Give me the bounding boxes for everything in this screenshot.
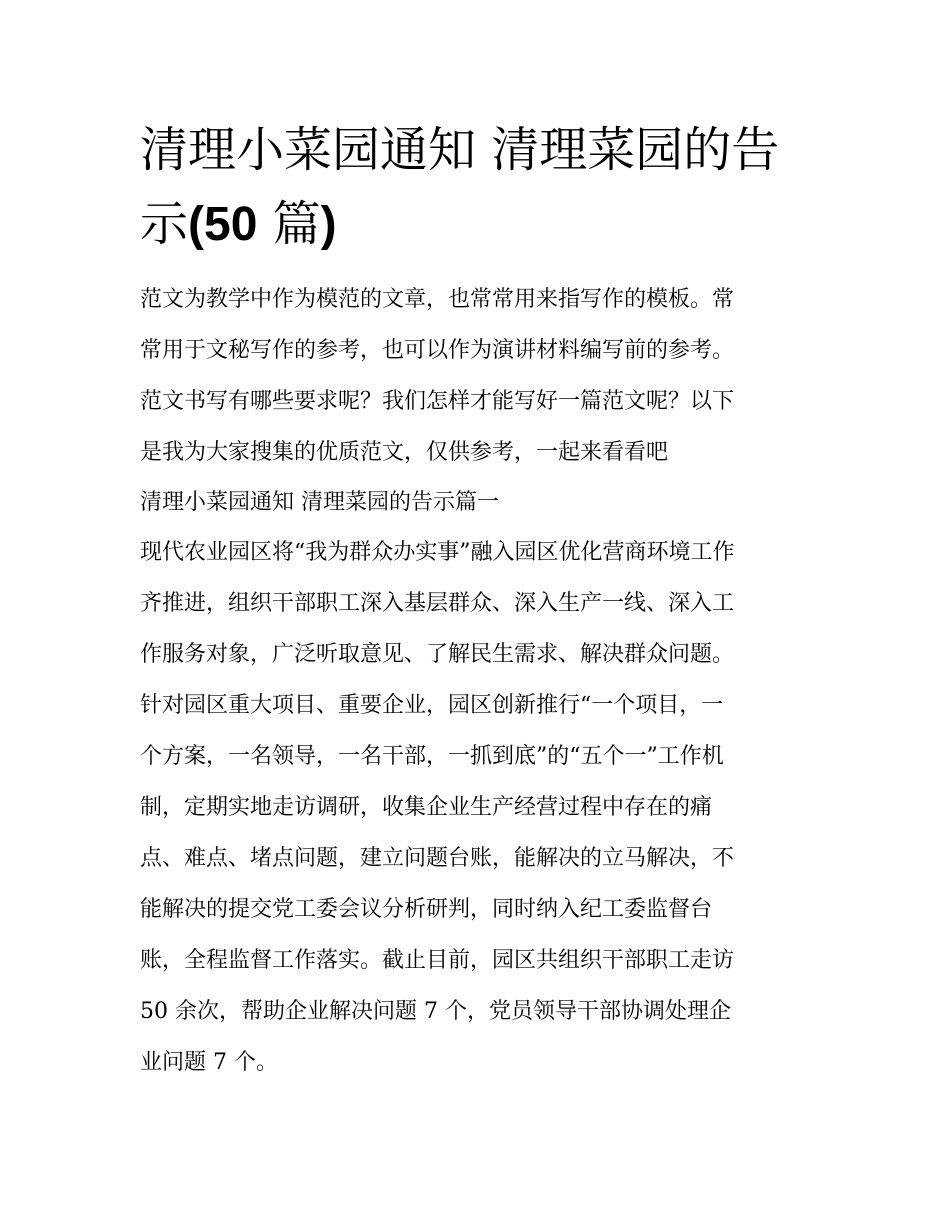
body-line: 能解决的提交党工委会议分析研判，同时纳入纪工委监督台	[140, 897, 713, 922]
body-line: 常用于文秘写作的参考，也可以作为演讲材料编写前的参考。	[140, 338, 735, 363]
body-line: 范文为教学中作为模范的文章，也常常用来指写作的模板。常	[140, 287, 735, 312]
document-title	[140, 113, 830, 262]
body-line: 是我为大家搜集的优质范文，仅供参考，一起来看看吧	[140, 440, 669, 465]
title-line-1: 清理小菜园通知 清理菜园的告	[140, 122, 780, 178]
body-line: 个方案，一名领导，一名干部，一抓到底”的“五个一”工作机	[140, 744, 724, 769]
body-line: 齐推进，组织干部职工深入基层群众、深入生产一线、深入工	[140, 591, 735, 616]
title-line-2	[140, 187, 830, 262]
body-line: 制，定期实地走访调研，收集企业生产经营过程中存在的痛	[140, 795, 713, 820]
body-line: 50 余次，帮助企业解决问题 7 个，党员领导干部协调处理企	[140, 999, 731, 1024]
section-heading: 清理小菜园通知 清理菜园的告示篇一	[140, 490, 499, 515]
title-line-2-close: )	[320, 198, 337, 251]
title-line-2-number: (50	[188, 198, 258, 251]
body-line: 现代农业园区将“我为群众办实事”融入园区优化营商环境工作	[140, 540, 735, 565]
body-line: 范文书写有哪些要求呢？我们怎样才能写好一篇范文呢？以下	[140, 389, 735, 414]
body-line: 作服务对象，广泛听取意见、了解民生需求、解决群众问题。	[140, 642, 735, 667]
title-line-2-prefix: 示	[140, 196, 189, 252]
body-line: 点、难点、堵点问题，建立问题台账，能解决的立马解决，不	[140, 846, 735, 871]
body-line: 针对园区重大项目、重要企业，园区创新推行“一个项目，一	[140, 693, 724, 718]
body-line: 账，全程监督工作落实。截止目前，园区共组织干部职工走访	[140, 948, 735, 973]
body-line: 业问题 7 个。	[140, 1050, 278, 1075]
title-line-2-word: 篇	[257, 196, 321, 252]
